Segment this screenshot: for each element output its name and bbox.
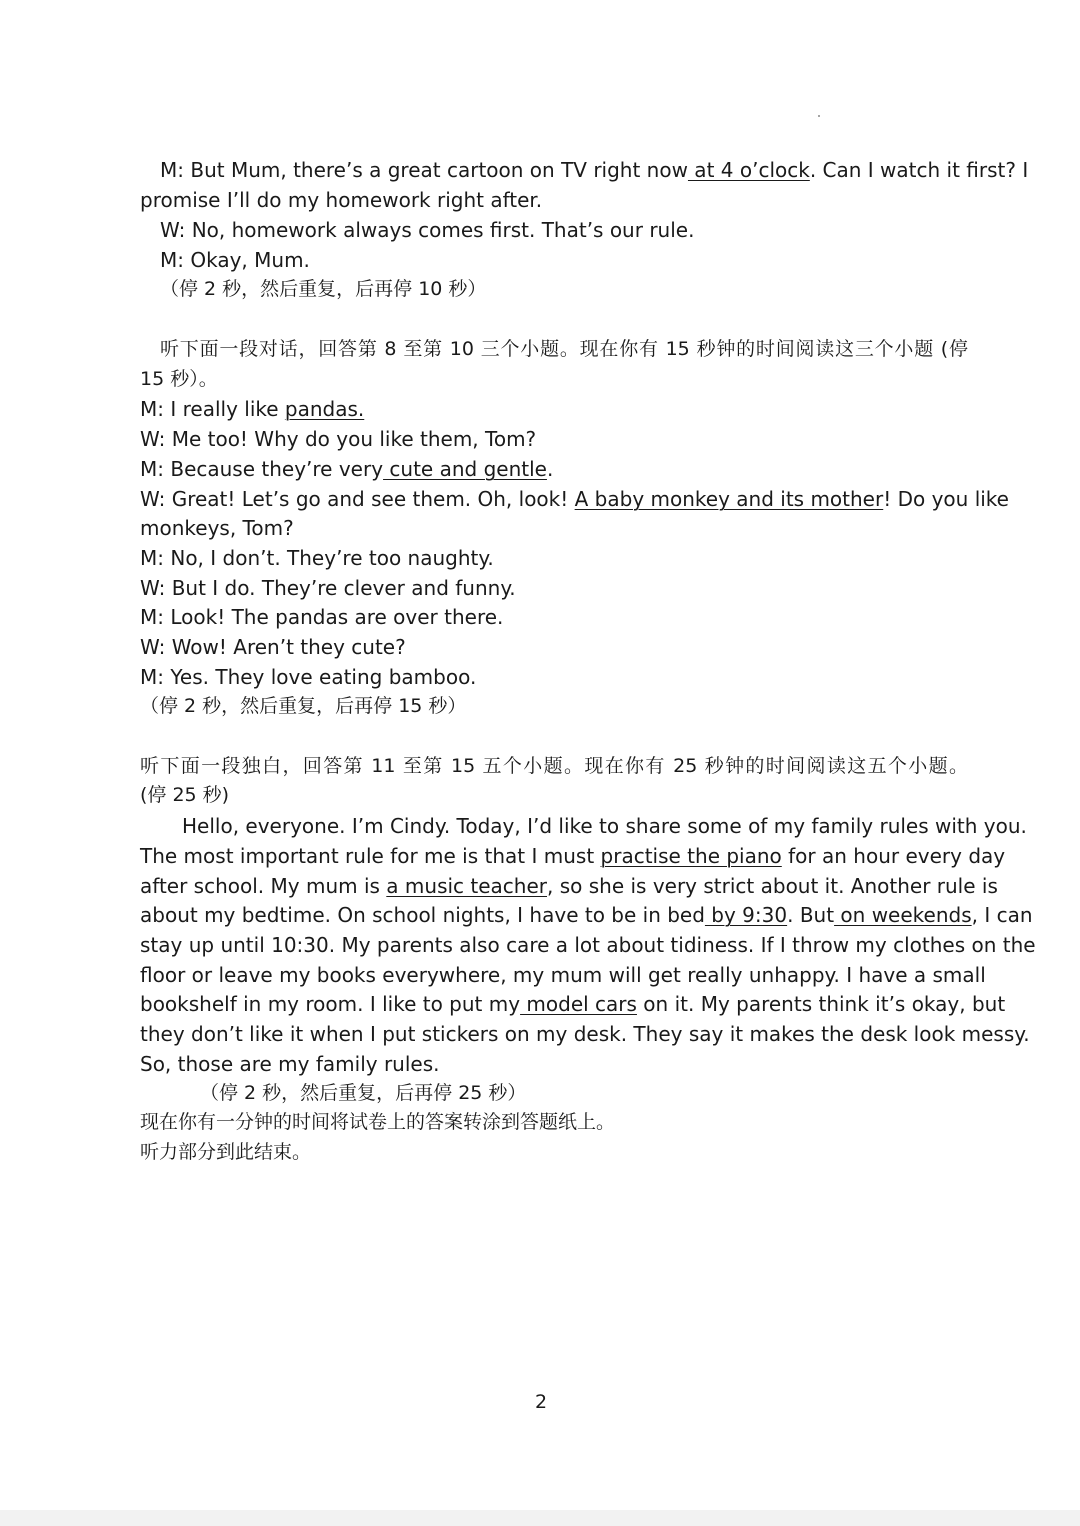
page-number: 2 xyxy=(535,1391,548,1413)
dialogue-line: M: I really like pandas. xyxy=(140,397,365,421)
scan-bottom-edge xyxy=(0,1510,1080,1526)
underlined-answer: on weekends xyxy=(834,903,972,927)
dialogue-line: monkeys, Tom? xyxy=(140,516,294,540)
monologue-line: Hello, everyone. I’m Cindy. Today, I’d like to share some of my family rules with you. xyxy=(182,814,1027,838)
section-instruction: 15 秒）。 xyxy=(140,368,218,390)
pause-instruction: （停 2 秒，然后重复，后再停 10 秒） xyxy=(160,278,487,300)
monologue-line: floor or leave my books everywhere, my mum will get really unhappy. I have a small xyxy=(140,963,986,987)
section-instruction: (停 25 秒) xyxy=(140,784,230,806)
pause-instruction: （停 2 秒，然后重复，后再停 15 秒） xyxy=(140,695,467,717)
underlined-answer: pandas. xyxy=(284,397,365,421)
dialogue-line: W: Great! Let’s go and see them. Oh, look! A baby monkey and its mother! Do you like xyxy=(140,487,1009,511)
dialogue-line: W: Wow! Aren’t they cute? xyxy=(140,635,406,659)
dialogue-line: M: No, I don’t. They’re too naughty. xyxy=(140,546,494,570)
dialogue-line: M: Look! The pandas are over there. xyxy=(140,605,504,629)
dialogue-line: M: Because they’re very cute and gentle. xyxy=(140,457,554,481)
underlined-answer: A baby monkey and its mother xyxy=(574,487,884,511)
dialogue-line: W: Me too! Why do you like them, Tom? xyxy=(140,427,537,451)
transfer-instruction: 现在你有一分钟的时间将试卷上的答案转涂到答题纸上。 xyxy=(140,1111,616,1133)
monologue-line: stay up until 10:30. My parents also care a lot about tidiness. If I throw my clothes on the xyxy=(140,933,1036,957)
dialogue-line: promise I’ll do my homework right after. xyxy=(140,188,543,212)
underlined-answer: practise the piano xyxy=(600,844,782,868)
pause-instruction: （停 2 秒，然后重复，后再停 25 秒） xyxy=(200,1082,527,1104)
monologue-line: bookshelf in my room. I like to put my model cars on it. My parents think it’s okay, but xyxy=(140,992,1006,1016)
section-instruction: 听下面一段独白，回答第 11 至第 15 五个小题。现在你有 25 秒钟的时间阅读这五个小题。 xyxy=(140,755,968,777)
monologue-line: after school. My mum is a music teacher, so she is very strict about it. Another rule is xyxy=(140,874,998,898)
dialogue-line: W: No, homework always comes first. That’s our rule. xyxy=(160,218,695,242)
end-instruction: 听力部分到此结束。 xyxy=(140,1141,312,1163)
dialogue-line: W: But I do. They’re clever and funny. xyxy=(140,576,516,600)
scan-speck xyxy=(818,115,820,117)
underlined-answer: cute and gentle xyxy=(383,457,547,481)
dialogue-line: M: But Mum, there’s a great cartoon on TV right now at 4 o’clock. Can I watch it first? I xyxy=(160,158,1029,182)
monologue-line: they don’t like it when I put stickers on my desk. They say it makes the desk look messy. xyxy=(140,1022,1030,1046)
underlined-answer: a music teacher xyxy=(386,874,547,898)
underlined-answer: model cars xyxy=(520,992,637,1016)
underlined-answer: at 4 o’clock xyxy=(687,158,810,182)
monologue-line: The most important rule for me is that I must practise the piano for an hour every day xyxy=(140,844,1006,868)
section-instruction: 听下面一段对话，回答第 8 至第 10 三个小题。现在你有 15 秒钟的时间阅读这三个小题 (停 xyxy=(160,338,968,360)
dialogue-line: M: Okay, Mum. xyxy=(160,248,310,272)
monologue-line: about my bedtime. On school nights, I have to be in bed by 9:30. But on weekends, I can xyxy=(140,903,1033,927)
dialogue-line: M: Yes. They love eating bamboo. xyxy=(140,665,477,689)
underlined-answer: by 9:30 xyxy=(704,903,788,927)
monologue-line: So, those are my family rules. xyxy=(140,1052,440,1076)
